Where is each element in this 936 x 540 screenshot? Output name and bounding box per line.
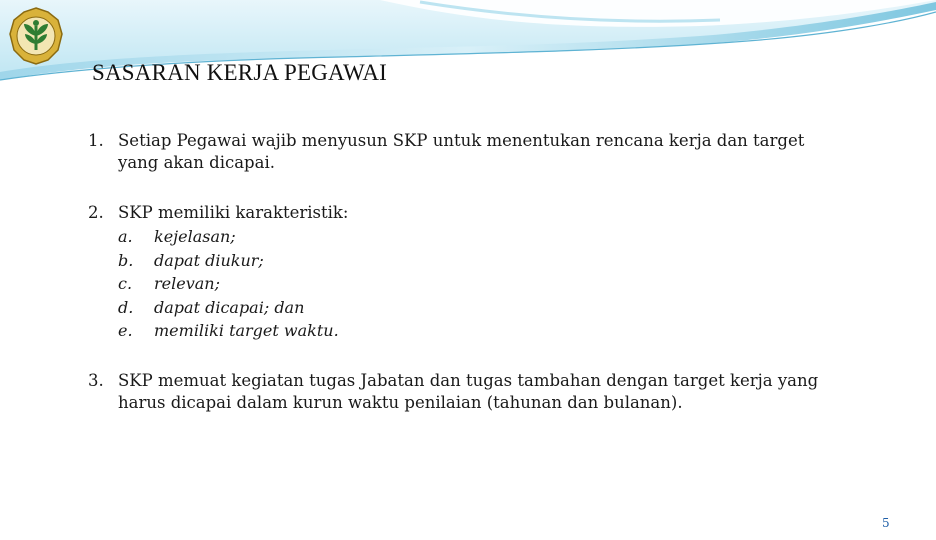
list-item-2 <box>88 202 848 343</box>
slide-title: SASARAN KERJA PEGAWAI <box>92 60 388 85</box>
list-item-line: SKP memiliki karakteristik: <box>118 203 349 222</box>
page-number: 5 <box>882 516 890 530</box>
list-item-number: 3. <box>88 371 104 390</box>
list-item-line: SKP memuat kegiatan tugas Jabatan dan tugas tambahan dengan target kerja yang <box>118 371 819 390</box>
sub-list-text: relevan; <box>154 274 220 294</box>
list-item-number: 2. <box>88 203 104 222</box>
sub-list-text: dapat diukur; <box>154 250 264 270</box>
sub-list-letter: d. <box>118 297 134 317</box>
list-item-line: Setiap Pegawai wajib menyusun SKP untuk menentukan rencana kerja dan target <box>118 131 805 150</box>
sub-list-item <box>118 296 848 320</box>
sub-list-letter: c. <box>118 274 133 294</box>
sub-list-letter: b. <box>118 250 134 270</box>
list-item-3 <box>88 370 848 414</box>
ministry-emblem-icon <box>8 6 64 66</box>
sub-list-item <box>118 272 848 296</box>
sub-list <box>118 225 848 343</box>
list-item-text <box>118 370 848 414</box>
sub-list-text: dapat dicapai; dan <box>154 297 305 317</box>
sub-list-item <box>118 249 848 273</box>
sub-list-text: memiliki target waktu. <box>154 321 339 341</box>
list-item-line: harus dicapai dalam kurun waktu penilaian (tahunan dan bulanan). <box>118 393 683 412</box>
header-wave-decoration <box>0 0 936 110</box>
sub-list-letter: a. <box>118 227 133 246</box>
list-item-line: yang akan dicapai. <box>118 153 275 172</box>
sub-list-item <box>118 225 848 249</box>
list-item-1 <box>88 130 848 174</box>
sub-list-letter: e. <box>118 321 133 341</box>
sub-list-item <box>118 319 848 343</box>
sub-list-text: kejelasan; <box>154 227 236 246</box>
list-item-text <box>118 130 848 174</box>
list-item-text <box>118 202 848 343</box>
list-item-number: 1. <box>88 131 104 150</box>
